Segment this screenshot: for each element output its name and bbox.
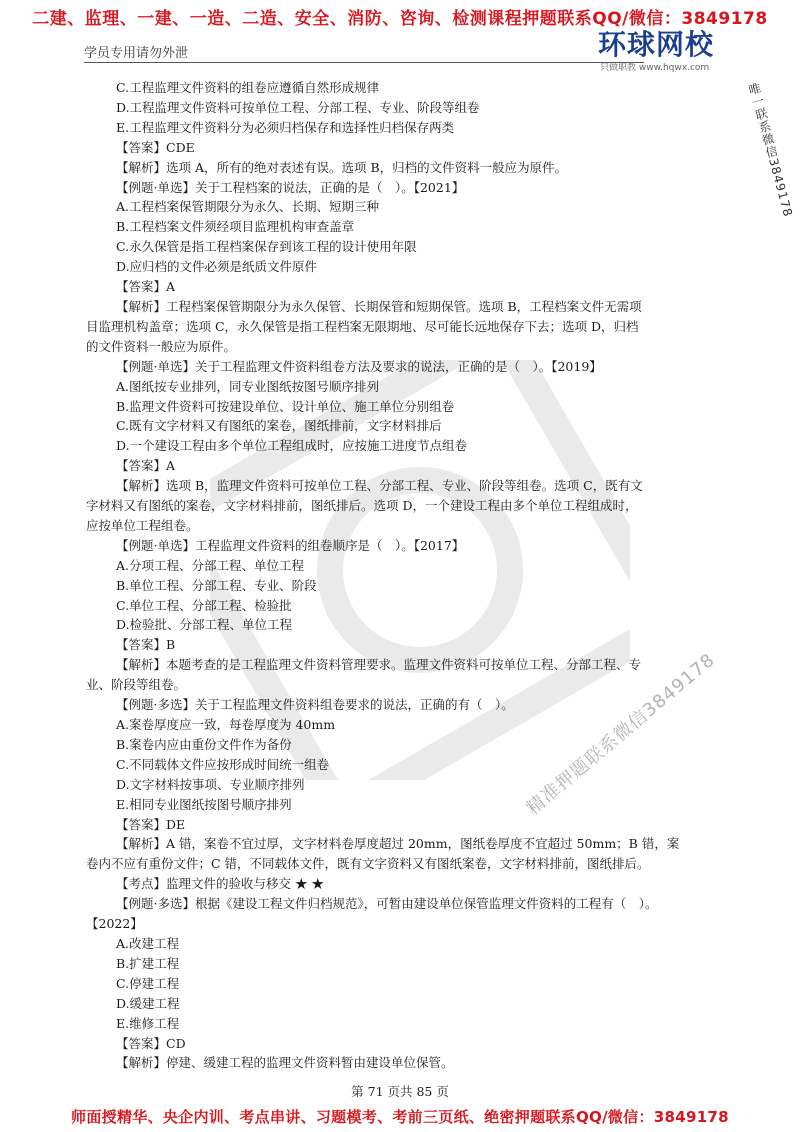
analysis-line: 【解析】选项 A，所有的绝对表述有误。选项 B，归档的文件资料一般应为原件。	[116, 159, 568, 175]
analysis-line: 字材料又有图纸的案卷，文字材料排前，图纸排后。选项 D，一个建设工程由多个单位工程组成时，	[86, 498, 638, 514]
option-line: D.文字材料按事项、专业顺序排列	[116, 776, 305, 792]
option-line: D.一个建设工程由多个单位工程组成时，应按施工进度节点组卷	[116, 438, 468, 454]
option-line: D.缓建工程	[116, 995, 180, 1011]
analysis-line: 【解析】选项 B，监理文件资料可按单位工程、分部工程、专业、阶段等组卷。选项 C，既有文	[116, 478, 643, 494]
option-line: C.停建工程	[116, 975, 180, 991]
option-line: A.分项工程、分部工程、单位工程	[116, 557, 305, 573]
option-line: A.案卷厚度应一致，每卷厚度为 40mm	[116, 717, 336, 732]
option-line: B.单位工程、分部工程、专业、阶段	[116, 577, 317, 593]
watermark-text: 精准押题联系微信3849178	[522, 649, 720, 820]
logo	[598, 30, 738, 74]
page-number: 第 71 页共 85 页	[351, 1084, 449, 1099]
analysis-line: 【解析】本题考查的是工程监理文件资料管理要求。监理文件资料可按单位工程、分部工程、专	[116, 657, 642, 673]
question-title: 【例题·多选】根据《建设工程文件归档规范》，可暂由建设单位保管监理文件资料的工程有（ ）。	[116, 896, 658, 912]
question-year: 【2022】	[86, 916, 143, 932]
analysis-line: 【解析】A 错，案卷不宜过厚，文字材料卷厚度超过 20mm，图纸卷厚度不宜超过 50mm；B 错，案	[116, 836, 680, 852]
answer-line: 【答案】A	[116, 279, 176, 295]
answer-line: 【答案】A	[116, 458, 176, 474]
analysis-line: 【解析】停建、缓建工程的监理文件资料暂由建设单位保管。	[116, 1055, 454, 1071]
question-title: 【例题·单选】关于工程档案的说法，正确的是（ ）。【2021】	[116, 179, 465, 195]
analysis-line: 的文件资料一般应为原件。	[86, 338, 237, 354]
answer-line: 【答案】CDE	[116, 139, 195, 155]
option-line: B.工程档案文件须经项目监理机构审查盖章	[116, 219, 355, 235]
bottom-banner: 师面授精华、央企内训、考点串讲、习题模考、考前三页纸、绝密押题联系QQ/微信：3849178	[71, 1108, 729, 1126]
option-line: D.工程监理文件资料可按单位工程、分部工程、专业、阶段等组卷	[116, 99, 480, 115]
top-banner: 二建、监理、一建、一造、二造、安全、消防、咨询、检测课程押题联系QQ/微信：3849178	[32, 9, 768, 29]
analysis-line: 【解析】工程档案保管期限分为永久保管、长期保管和短期保管。选项 B，工程档案文件无需项	[116, 298, 642, 314]
option-line: B.监理文件资料可按建设单位、设计单位、施工单位分别组卷	[116, 398, 455, 414]
answer-line: 【答案】B	[116, 637, 176, 653]
option-line: B.扩建工程	[116, 955, 180, 971]
option-line: C.不同载体文件应按形成时间统一组卷	[116, 756, 330, 772]
option-line: E.相同专业图纸按图号顺序排列	[116, 796, 292, 812]
answer-line: 【答案】DE	[116, 816, 186, 832]
analysis-line: 业、阶段等组卷。	[86, 677, 187, 693]
option-line: C.工程监理文件资料的组卷应遵循自然形成规律	[116, 80, 380, 95]
option-line: C.既有文字材料又有图纸的案卷，图纸排前，文字材料排后	[116, 418, 442, 434]
option-line: A.图纸按专业排列，同专业图纸按图号顺序排列	[116, 378, 380, 394]
option-line: D.检验批、分部工程、单位工程	[116, 617, 293, 633]
option-line: D.应归档的文件必须是纸质文件原件	[116, 259, 318, 275]
document-body	[86, 78, 726, 1073]
logo-slogan: 只做职教 www.hqwx.com	[600, 63, 710, 73]
analysis-line: 目监理机构盖章；选项 C，永久保管是指工程档案无限期地、尽可能长远地保存下去；选项 D，归档	[86, 318, 639, 334]
option-line: E.工程监理文件资料分为必须归档保存和选择性归档保存两类	[116, 119, 455, 135]
analysis-line: 卷内不应有重份文件；C 错，不同载体文件，既有文字资料又有图纸案卷，文字材料排前，图纸排后。	[86, 856, 650, 872]
answer-line: 【答案】CD	[116, 1035, 186, 1051]
option-line: C.单位工程、分部工程、检验批	[116, 597, 292, 613]
analysis-line: 应按单位工程组卷。	[86, 517, 199, 533]
option-line: E.维修工程	[116, 1015, 180, 1031]
question-title: 【例题·单选】工程监理文件资料的组卷顺序是（ ）。【2017】	[116, 537, 465, 553]
question-title: 【例题·多选】关于工程监理文件资料组卷要求的说法，正确的有（ ）。	[116, 697, 514, 713]
topic-line: 【考点】监理文件的验收与移交 ★ ★	[116, 876, 324, 892]
option-line: C.永久保管是指工程档案保存到该工程的设计使用年限	[116, 239, 417, 255]
option-line: A.工程档案保管期限分为永久、长期、短期三种	[116, 199, 380, 215]
question-title: 【例题·单选】关于工程监理文件资料组卷方法及要求的说法，正确的是（ ）。【2019】	[116, 358, 602, 374]
logo-text: 环球网校	[598, 28, 715, 61]
header-note: 学员专用请勿外泄	[84, 46, 189, 61]
option-line: B.案卷内应由重份文件作为备份	[116, 736, 292, 752]
header-divider	[84, 62, 644, 63]
option-line: A.改建工程	[116, 935, 180, 951]
side-contact: 唯一联系微信3849178	[745, 81, 796, 219]
